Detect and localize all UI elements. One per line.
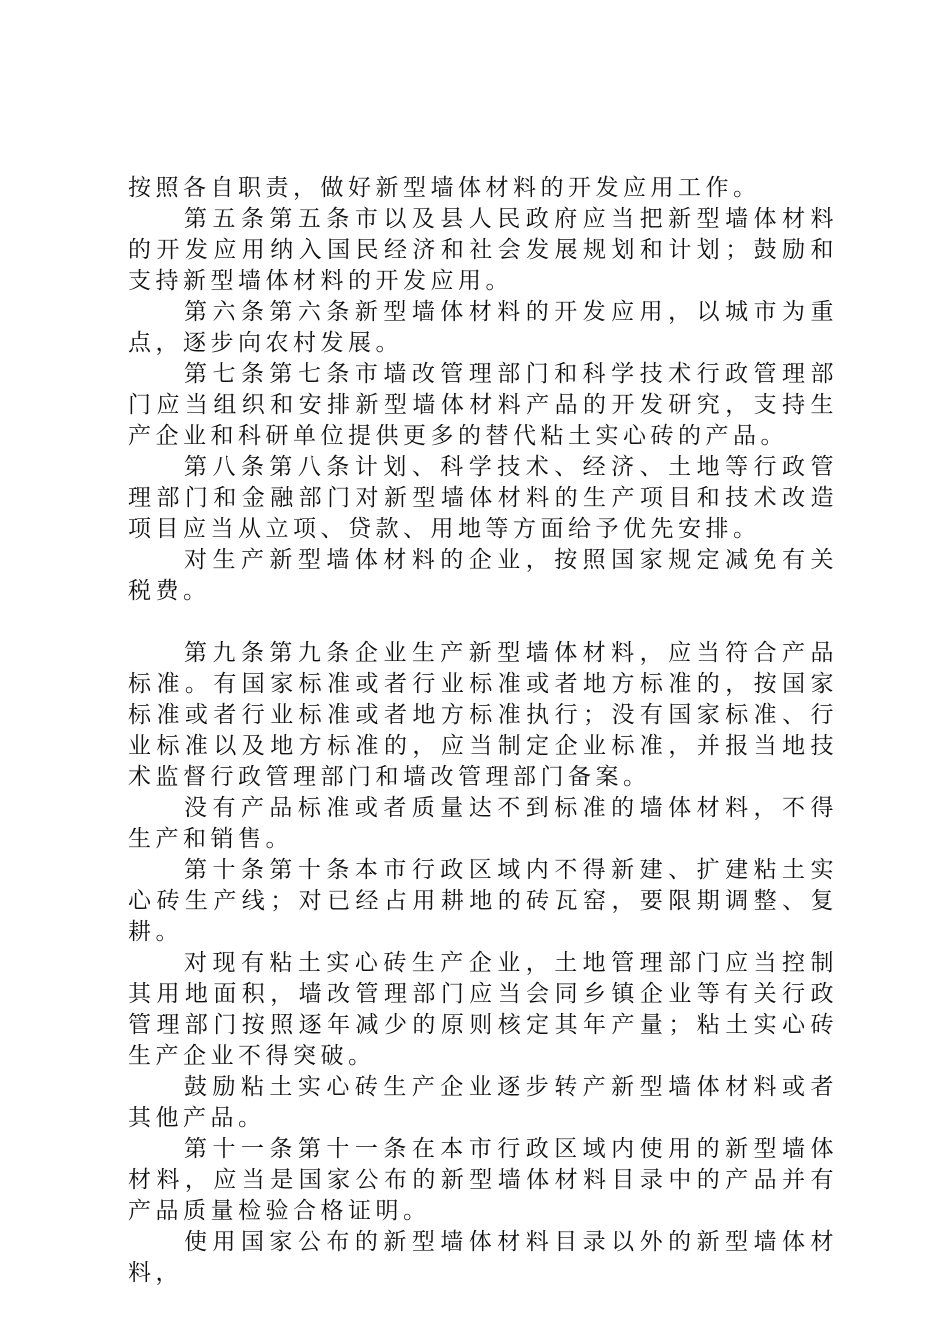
paragraph-article-6: 第六条第六条新型墙体材料的开发应用，以城市为重点，逐步向农村发展。	[128, 299, 838, 356]
paragraph-article-10: 第十条第十条本市行政区域内不得新建、扩建粘土实心砖生产线；对已经占用耕地的砖瓦窑，要限期调整、复耕。	[128, 857, 838, 945]
paragraph-no-standard: 没有产品标准或者质量达不到标准的墙体材料，不得生产和销售。	[128, 795, 838, 852]
document-body	[128, 173, 838, 1289]
paragraph-outside-catalog: 使用国家公布的新型墙体材料目录以外的新型墙体材料，	[128, 1229, 838, 1286]
paragraph-article-8: 第八条第八条计划、科学技术、经济、土地等行政管理部门和金融部门对新型墙体材料的生产项目和技术改造项目应当从立项、贷款、用地等方面给予优先安排。	[128, 454, 838, 542]
paragraph-article-7: 第七条第七条市墙改管理部门和科学技术行政管理部门应当组织和安排新型墙体材料产品的开发研究，支持生产企业和科研单位提供更多的替代粘土实心砖的产品。	[128, 361, 838, 449]
paragraph-conversion: 鼓励粘土实心砖生产企业逐步转产新型墙体材料或者其他产品。	[128, 1074, 838, 1131]
paragraph-article-9: 第九条第九条企业生产新型墙体材料，应当符合产品标准。有国家标准或者行业标准或者地方标准的，按国家标准或者行业标准或者地方标准执行；没有国家标准、行业标准以及地方标准的，应当制定企业标准，并报当地技术监督行政管理部门和墙改管理部门备案。	[128, 640, 838, 790]
paragraph-existing-enterprises: 对现有粘土实心砖生产企业，土地管理部门应当控制其用地面积，墙改管理部门应当会同乡镇企业等有关行政管理部门按照逐年减少的原则核定其年产量；粘土实心砖生产企业不得突破。	[128, 950, 838, 1069]
paragraph-0: 按照各自职责，做好新型墙体材料的开发应用工作。	[128, 175, 761, 201]
paragraph-article-11: 第十一条第十一条在本市行政区域内使用的新型墙体材料，应当是国家公布的新型墙体材料目录中的产品并有产品质量检验合格证明。	[128, 1136, 838, 1224]
paragraph-tax-relief: 对生产新型墙体材料的企业，按照国家规定减免有关税费。	[128, 547, 838, 604]
paragraph-article-5: 第五条第五条市以及县人民政府应当把新型墙体材料的开发应用纳入国民经济和社会发展规划和计划；鼓励和支持新型墙体材料的开发应用。	[128, 206, 838, 294]
